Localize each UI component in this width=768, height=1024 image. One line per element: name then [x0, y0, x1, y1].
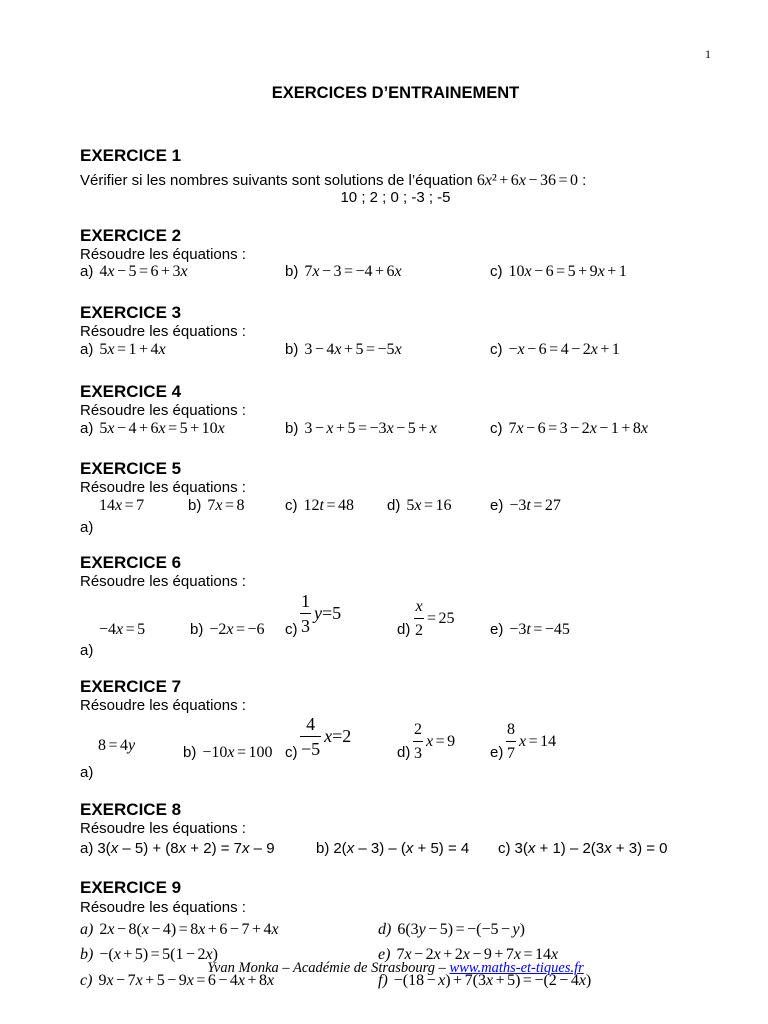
item-equation: 3 − 4x + 5 = −5x — [304, 341, 402, 358]
fraction-numerator: 2 — [414, 721, 422, 738]
math-variable: x — [386, 420, 394, 437]
item-label: c) — [490, 341, 503, 358]
candidate-numbers: 10 ; 2 ; 0 ; -3 ; -5 — [340, 189, 451, 206]
fraction-numerator — [414, 595, 423, 618]
math-variable: x — [597, 263, 605, 280]
fraction-denominator: −5 — [301, 739, 321, 759]
math-variable: x — [312, 263, 320, 280]
math-variable: x — [438, 972, 446, 989]
item-label: a) — [80, 921, 94, 938]
item-label: b) — [285, 420, 299, 437]
fraction-numerator: 1 — [301, 591, 310, 611]
math-variable: x — [640, 420, 648, 437]
item-equation: 10x − 6 = 5 + 9x + 1 — [508, 263, 627, 280]
exercise-2-item-a — [80, 263, 188, 281]
math-variable: t — [526, 497, 531, 514]
item-label: d) — [387, 497, 401, 514]
item-equation: 2(x – 3) – (x + 5) = 4 — [333, 840, 470, 857]
math-variable: x — [578, 972, 586, 989]
fraction — [300, 589, 311, 638]
math-variable: x — [135, 972, 143, 989]
item-label: b) — [285, 341, 299, 358]
exercise-1-heading: EXERCICE 1 — [80, 146, 182, 165]
exercise-9-item-a — [80, 921, 279, 939]
exercise-3-instruction: Résoudre les équations : — [80, 323, 246, 340]
item-equation: 2x − 8(x − 4) = 8x + 6 − 7 + 4x — [99, 921, 279, 938]
exercise-4-instruction: Résoudre les équations : — [80, 402, 246, 419]
item-label: e) — [490, 621, 504, 638]
exercise-3-item-b — [285, 341, 402, 359]
fraction — [413, 718, 423, 765]
exercise-9-heading: EXERCICE 9 — [80, 878, 182, 897]
item-equation: 7x − 2x + 2x − 9 + 7x = 14x — [396, 946, 559, 963]
exercise-4-item-a — [80, 420, 225, 438]
math-variable: x — [433, 946, 441, 963]
fraction — [300, 712, 321, 761]
item-label: b) — [285, 263, 299, 280]
exercise-7-instruction: Résoudre les équations : — [80, 697, 246, 714]
exercise-5-instruction: Résoudre les équations : — [80, 479, 246, 496]
item-label: c) — [490, 263, 503, 280]
exercise-4-item-b — [285, 420, 437, 438]
item-equation: −x − 6 = 4 − 2x + 1 — [508, 341, 620, 358]
math-variable: x — [215, 497, 223, 514]
math-variable: x — [326, 420, 334, 437]
exercise-8-item-c — [498, 840, 668, 858]
exercise-3-item-c — [490, 341, 620, 359]
math-variable: y — [128, 737, 136, 754]
math-variable: x — [186, 972, 194, 989]
math-variable: x — [106, 972, 114, 989]
exercise-7-item-c — [300, 712, 351, 761]
item-label: b) — [183, 744, 197, 761]
math-variable: x — [180, 263, 188, 280]
math-variable: y — [314, 603, 322, 623]
item-equation: 5x − 4 + 6x = 5 + 10x — [99, 420, 225, 437]
item-equation: 3 − x + 5 = −3x − 5 + x — [304, 420, 437, 437]
item-equation: x = 14 — [519, 732, 557, 750]
exercise-8-heading: EXERCICE 8 — [80, 800, 182, 819]
fraction-denominator: 3 — [414, 745, 422, 762]
item-equation: x = 9 — [426, 732, 456, 750]
exercise-6-item-b — [190, 621, 265, 639]
exercise-7-heading: EXERCICE 7 — [80, 677, 182, 696]
exercise-1-instruction — [80, 172, 586, 190]
page-number: 1 — [705, 47, 711, 61]
exercise-5-item-e — [490, 497, 561, 515]
item-equation: −(x + 5) = 5(1 − 2x) — [99, 946, 218, 963]
math-variable: x — [178, 840, 187, 857]
math-variable: x — [158, 420, 166, 437]
item-label: e) — [378, 946, 391, 963]
exercise-6-item-d-label: d) — [397, 621, 411, 638]
fraction — [506, 718, 516, 765]
exercise-6-item-e — [490, 621, 570, 639]
math-variable: x — [394, 341, 402, 358]
math-variable: t — [526, 621, 531, 638]
item-label: a) — [80, 840, 94, 857]
math-variable: x — [107, 921, 115, 938]
fraction-denominator: 2 — [415, 622, 423, 639]
exercise-7-item-c-label: c) — [285, 744, 298, 761]
math-variable: x — [115, 497, 123, 514]
item-label: a) — [80, 263, 94, 280]
exercise-2-heading: EXERCICE 2 — [80, 226, 182, 245]
math-variable: x — [158, 341, 166, 358]
item-equation: x=2 — [324, 726, 352, 746]
item-label: b) — [190, 621, 204, 638]
instruction-text: Vérifier si les nombres suivants sont solutions de l’équation — [80, 172, 473, 189]
math-variable: x — [198, 921, 206, 938]
math-variable: x — [346, 840, 355, 857]
math-variable: x — [426, 732, 434, 750]
math-variable: x — [590, 341, 598, 358]
exercise-6-item-d — [414, 595, 455, 642]
item-label: a) — [80, 341, 94, 358]
exercise-2-item-c — [490, 263, 627, 281]
item-label: e) — [490, 497, 504, 514]
item-equation: −10x = 100 — [202, 744, 273, 761]
math-variable: x — [267, 972, 275, 989]
item-equation: 8 = 4y — [98, 737, 136, 754]
math-variable: x — [107, 420, 115, 437]
item-equation: 14x = 7 — [99, 497, 145, 514]
instruction-colon: : — [582, 172, 587, 189]
math-variable: x — [551, 946, 559, 963]
math-variable: x — [324, 726, 333, 746]
math-variable: x — [107, 341, 115, 358]
page-title: EXERCICES D’ENTRAINEMENT — [271, 84, 520, 102]
exercise-8-item-a — [80, 840, 275, 858]
item-equation: = 25 — [427, 609, 455, 627]
footer-author: Yvan Monka – Académie de Strasbourg – — [207, 960, 450, 976]
exercise-7-item-e-label: e) — [490, 744, 504, 761]
exercise-3-heading: EXERCICE 3 — [80, 303, 182, 322]
item-equation: 6(3y − 5) = −(−5 − y) — [397, 921, 525, 938]
item-equation: −3t = −45 — [509, 621, 570, 638]
math-variable: x — [107, 263, 115, 280]
math-variable: x — [462, 946, 470, 963]
exercise-2-instruction: Résoudre les équations : — [80, 246, 246, 263]
equation: 6x² + 6x − 36 = 0 — [476, 172, 578, 189]
fraction — [414, 595, 424, 642]
exercise-4-item-c — [490, 420, 648, 438]
item-label: a) — [80, 420, 94, 437]
math-variable: x — [141, 921, 149, 938]
math-variable: y — [512, 921, 520, 938]
item-equation: 7x − 6 = 3 − 2x − 1 + 8x — [508, 420, 648, 437]
exercise-7-item-d-label: d) — [397, 744, 411, 761]
exercise-5-heading: EXERCICE 5 — [80, 459, 182, 478]
math-variable: x — [242, 840, 250, 857]
item-equation: −4x = 5 — [99, 621, 146, 638]
item-equation: −(18 − x) + 7(3x + 5) = −(2 − 4x) — [393, 972, 592, 989]
exercise-8-item-b — [316, 840, 469, 858]
math-variable: x — [271, 921, 279, 938]
math-variable: x — [414, 497, 422, 514]
math-variable: x — [116, 621, 124, 638]
exercise-3-item-a — [80, 341, 166, 359]
math-variable: x — [513, 946, 521, 963]
item-equation: 5x = 1 + 4x — [99, 341, 166, 358]
exercise-7-item-a — [98, 737, 135, 755]
exercise-6-instruction: Résoudre les équations : — [80, 573, 246, 590]
item-equation: y=5 — [314, 603, 342, 623]
math-variable: x — [527, 840, 536, 857]
fraction-numerator: 8 — [507, 721, 515, 738]
math-variable: x — [205, 946, 213, 963]
math-variable: t — [319, 497, 324, 514]
math-variable: x — [415, 598, 423, 615]
item-equation: −3t = 27 — [509, 497, 561, 514]
exercise-7-item-a-label: a) — [80, 764, 94, 781]
math-variable: x — [519, 732, 527, 750]
item-label: f) — [378, 972, 388, 989]
math-variable: x — [110, 840, 119, 857]
math-variable: x — [226, 621, 234, 638]
exercise-7-item-d — [413, 718, 455, 765]
item-equation: 12t = 48 — [303, 497, 354, 514]
math-variable: x — [217, 420, 225, 437]
math-variable: x — [227, 744, 235, 761]
item-label: c) — [490, 420, 503, 437]
exercise-9-instruction: Résoudre les équations : — [80, 899, 246, 916]
math-variable: y — [418, 921, 426, 938]
item-label: d) — [378, 921, 392, 938]
exercise-5-item-b — [188, 497, 244, 515]
fraction-numerator: 4 — [306, 714, 316, 734]
math-variable: x — [237, 972, 245, 989]
item-label: c) — [285, 497, 298, 514]
math-variable: x — [485, 972, 494, 989]
exercise-7-item-b — [183, 744, 273, 762]
math-variable: x — [484, 172, 492, 189]
item-equation: 9x − 7x + 5 − 9x = 6 − 4x + 8x — [98, 972, 275, 989]
math-variable: x — [518, 172, 526, 189]
footer-link[interactable]: www.maths-et-tiques.fr — [449, 960, 584, 976]
item-equation: 3(x + 1) – 2(3x + 3) = 0 — [514, 840, 668, 857]
item-label: c) — [80, 972, 93, 989]
item-equation: 5x = 16 — [406, 497, 452, 514]
math-variable: x — [334, 341, 342, 358]
item-label: c) — [498, 840, 511, 857]
item-label: b) — [188, 497, 202, 514]
item-equation: 7x − 3 = −4 + 6x — [304, 263, 402, 280]
fraction-denominator: 7 — [507, 745, 515, 762]
math-variable: x — [516, 420, 524, 437]
exercise-8-instruction: Résoudre les équations : — [80, 820, 246, 837]
exercise-7-item-e — [506, 718, 556, 765]
math-variable: x — [517, 341, 525, 358]
exercise-6-item-a — [99, 621, 145, 639]
exercise-5-item-c — [285, 497, 354, 515]
exercise-5-item-a-label: a) — [80, 519, 94, 536]
math-variable: x — [429, 420, 437, 437]
exercise-9-item-d — [378, 921, 525, 939]
math-variable: x — [405, 840, 414, 857]
math-variable: x — [589, 420, 597, 437]
exercise-4-heading: EXERCICE 4 — [80, 382, 182, 401]
exercise-6-item-a-label: a) — [80, 642, 94, 659]
page-footer — [80, 960, 711, 976]
exercise-5-item-d — [387, 497, 451, 515]
math-variable: x — [524, 263, 532, 280]
fraction-denominator: 3 — [301, 616, 310, 636]
math-variable: x — [394, 263, 402, 280]
item-equation: 4x − 5 = 6 + 3x — [99, 263, 188, 280]
math-variable: x — [113, 946, 121, 963]
exercise-6-item-c-label: c) — [285, 621, 298, 638]
item-equation: −2x = −6 — [209, 621, 265, 638]
item-equation: 3(x – 5) + (8x + 2) = 7x – 9 — [97, 840, 275, 857]
exercise-6-item-c — [300, 589, 341, 638]
item-label: b) — [316, 840, 330, 857]
item-label: b) — [80, 946, 94, 963]
exercise-5-item-a — [99, 497, 144, 515]
math-variable: x — [604, 840, 612, 857]
exercise-6-heading: EXERCICE 6 — [80, 553, 182, 572]
item-equation: 7x = 8 — [207, 497, 245, 514]
exercise-2-item-b — [285, 263, 402, 281]
math-variable: x — [404, 946, 412, 963]
